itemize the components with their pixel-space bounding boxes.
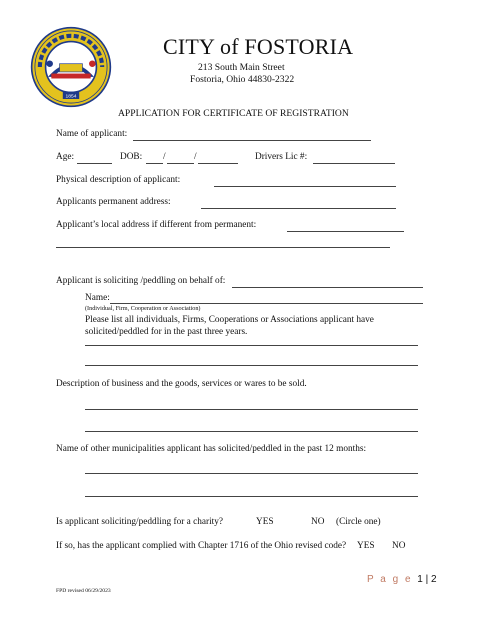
municipalities-field-line2[interactable] bbox=[85, 496, 418, 497]
name-field[interactable] bbox=[133, 140, 371, 141]
form-heading: APPLICATION FOR CERTIFICATE OF REGISTRATION bbox=[118, 108, 349, 119]
physical-description-label: Physical description of applicant: bbox=[56, 175, 181, 185]
dob-day-field[interactable] bbox=[167, 163, 194, 164]
drivers-lic-field[interactable] bbox=[313, 163, 395, 164]
page-indicator bbox=[367, 574, 437, 585]
name-label: Name of applicant: bbox=[56, 129, 128, 139]
charity-hint: (Circle one) bbox=[336, 517, 381, 527]
page-title: CITY of FOSTORIA bbox=[163, 34, 354, 59]
dob-month-field[interactable] bbox=[146, 163, 163, 164]
age-field[interactable] bbox=[77, 163, 112, 164]
behalf-name-label: Name: bbox=[85, 293, 110, 303]
past-firms-field-line1[interactable] bbox=[85, 345, 418, 346]
list-instruction-line2: solicited/peddled for in the past three years. bbox=[85, 327, 248, 337]
municipalities-label: Name of other municipalities applicant has solicited/peddled in the past 12 months: bbox=[56, 444, 367, 454]
list-instruction-line1: Please list all individuals, Firms, Cooperations or Associations applicant have bbox=[85, 315, 374, 325]
compliance-no-option[interactable]: NO bbox=[392, 541, 406, 551]
dob-label: DOB: bbox=[120, 152, 143, 162]
permanent-address-field[interactable] bbox=[201, 208, 396, 209]
behalf-name-hint: (Individual, Firm, Cooperation or Association) bbox=[85, 305, 201, 312]
behalf-name-field[interactable] bbox=[110, 303, 423, 304]
charity-yes-option[interactable]: YES bbox=[256, 517, 274, 527]
local-address-field-line2[interactable] bbox=[56, 247, 390, 248]
behalf-label: Applicant is soliciting /peddling on behalf of: bbox=[56, 276, 226, 286]
compliance-yes-option[interactable]: YES bbox=[357, 541, 375, 551]
permanent-address-label: Applicants permanent address: bbox=[56, 197, 171, 207]
street-address: 213 South Main Street bbox=[198, 62, 285, 73]
local-address-field[interactable] bbox=[287, 231, 404, 232]
behalf-field[interactable] bbox=[232, 287, 423, 288]
revision-note: FPD revised 06/29/2023 bbox=[56, 588, 111, 594]
dob-separator: / bbox=[194, 152, 197, 162]
physical-description-field[interactable] bbox=[214, 186, 396, 187]
dob-separator: / bbox=[163, 152, 166, 162]
charity-question: Is applicant soliciting/peddling for a charity? bbox=[56, 517, 224, 527]
charity-no-option[interactable]: NO bbox=[311, 517, 325, 527]
business-description-field-line2[interactable] bbox=[85, 431, 418, 432]
page-word: P a g e bbox=[367, 574, 413, 585]
seal-year: 1854 bbox=[65, 94, 77, 100]
compliance-question: If so, has the applicant complied with Chapter 1716 of the Ohio revised code? bbox=[56, 541, 347, 551]
business-description-field-line1[interactable] bbox=[85, 409, 418, 410]
dob-year-field[interactable] bbox=[198, 163, 238, 164]
drivers-lic-label: Drivers Lic #: bbox=[255, 152, 308, 162]
past-firms-field-line2[interactable] bbox=[85, 365, 418, 366]
business-description-label: Description of business and the goods, services or wares to be sold. bbox=[56, 379, 307, 389]
city-seal-logo bbox=[30, 26, 112, 108]
local-address-label: Applicant’s local address if different from permanent: bbox=[56, 220, 257, 230]
municipalities-field-line1[interactable] bbox=[85, 473, 418, 474]
page-number: 1 | 2 bbox=[417, 574, 437, 585]
age-label: Age: bbox=[56, 152, 75, 162]
city-state-zip: Fostoria, Ohio 44830-2322 bbox=[190, 74, 295, 85]
